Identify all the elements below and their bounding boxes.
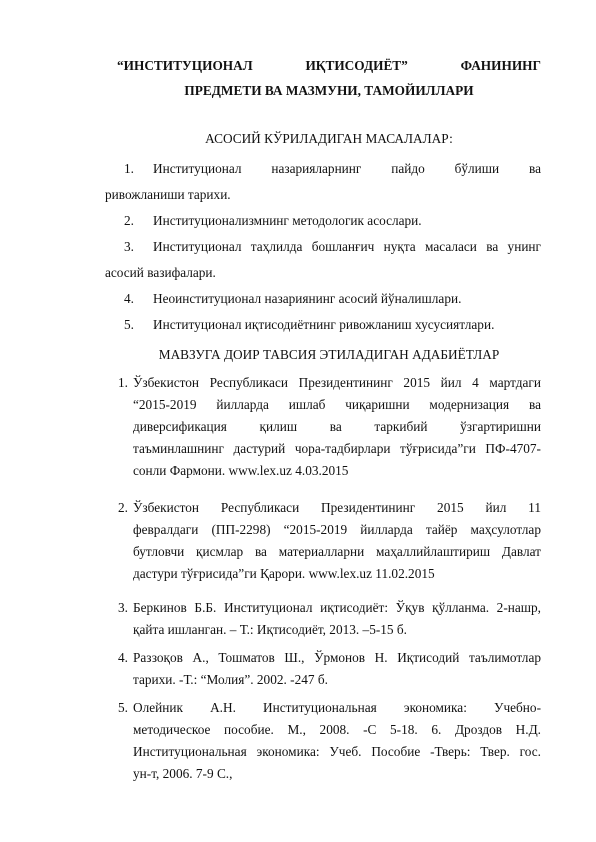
reference-item bbox=[118, 697, 541, 785]
reference-line: методическое пособие. М., 2008. -С 5-18. 6. Дроздов Н.Д. bbox=[133, 722, 541, 737]
document-title-line2: ПРЕДМЕТИ ВА МАЗМУНИ, ТАМОЙИЛЛАРИ bbox=[184, 83, 474, 98]
reference-text bbox=[133, 597, 541, 641]
reference-text bbox=[133, 647, 541, 691]
tasks-heading: АСОСИЙ КЎРИЛАДИГАН МАСАЛАЛАР: bbox=[205, 131, 453, 146]
reference-line: “2015-2019 йилларда ишлаб чиқаришни модернизация ва bbox=[133, 397, 541, 412]
reference-line: Раззоқов А., Тошматов Ш., Ўрмонов Н. Иқтисодий таълимотлар bbox=[133, 650, 541, 665]
reference-number: 2. bbox=[118, 500, 128, 515]
title-word: ФАНИНИНГ bbox=[460, 58, 541, 73]
reference-text bbox=[133, 497, 541, 585]
reference-line: дастури тўғрисида”ги Қарори. www.lex.uz 11.02.2015 bbox=[133, 566, 435, 581]
task-item bbox=[105, 234, 541, 260]
task-number: 3. bbox=[124, 239, 134, 254]
reference-line: сонли Фармони. www.lex.uz 4.03.2015 bbox=[133, 463, 349, 478]
reference-line: бутловчи қисмлар ва материалларни маҳаллийлаштириш Давлат bbox=[133, 544, 541, 559]
reference-text bbox=[133, 372, 541, 482]
task-text-continuation: ривожланиши тарихи. bbox=[105, 187, 231, 202]
reference-number: 5. bbox=[118, 700, 128, 715]
reference-number: 3. bbox=[118, 600, 128, 615]
reference-line: ун-т, 2006. 7-9 С., bbox=[133, 766, 233, 781]
reference-line: таъминлашнинг дастурий чора-тадбирлари тўғрисида”ги ПФ-4707- bbox=[133, 441, 541, 456]
reference-line: тарихи. -Т.: “Молия”. 2002. -247 б. bbox=[133, 672, 328, 687]
reference-line: Ўзбекистон Республикаси Президентининг 2015 йил 4 мартдаги bbox=[133, 375, 541, 390]
reference-number: 1. bbox=[118, 375, 128, 390]
task-number: 1. bbox=[124, 161, 134, 176]
task-item-continuation bbox=[105, 260, 541, 286]
reference-number: 4. bbox=[118, 650, 128, 665]
task-text: Неоинституционал назариянинг асосий йўналишлари. bbox=[153, 291, 462, 306]
title-word: “ИНСТИТУЦИОНАЛ bbox=[117, 58, 253, 73]
reference-line: диверсификация қилиш ва таркибий ўзгартиришни bbox=[133, 419, 541, 434]
title-word: ИҚТИСОДИЁТ” bbox=[305, 58, 408, 73]
task-item bbox=[105, 208, 541, 234]
task-item bbox=[105, 286, 541, 312]
document-title-line1 bbox=[117, 58, 541, 74]
reference-item bbox=[118, 372, 541, 482]
reference-item bbox=[118, 597, 541, 641]
reference-item bbox=[118, 647, 541, 691]
task-item bbox=[105, 156, 541, 182]
reference-line: Олейник А.Н. Институциональная экономика: Учебно- bbox=[133, 700, 541, 715]
reference-item bbox=[118, 497, 541, 585]
task-item bbox=[105, 312, 541, 338]
task-text: Институционал таҳлилда бошланғич нуқта масаласи ва унинг bbox=[153, 239, 541, 254]
reference-line: қайта ишланган. – Т.: Иқтисодиёт, 2013. –5-15 б. bbox=[133, 622, 407, 637]
task-text: Институционализмнинг методологик асослари. bbox=[153, 213, 422, 228]
reference-line: Институциональная экономика: Учеб. Пособие -Тверь: Твер. гос. bbox=[133, 744, 541, 759]
reference-line: февралдаги (ПП-2298) “2015-2019 йилларда тайёр маҳсулотлар bbox=[133, 522, 541, 537]
task-number: 4. bbox=[124, 291, 134, 306]
task-item-continuation bbox=[105, 182, 541, 208]
task-text: Институционал иқтисодиётнинг ривожланиш хусусиятлари. bbox=[153, 317, 495, 332]
reference-line: Ўзбекистон Республикаси Президентининг 2015 йил 11 bbox=[133, 500, 541, 515]
task-number: 5. bbox=[124, 317, 134, 332]
task-text: Институционал назарияларнинг пайдо бўлиши ва bbox=[153, 161, 541, 176]
references-heading: МАВЗУГА ДОИР ТАВСИЯ ЭТИЛАДИГАН АДАБИЁТЛАР bbox=[158, 347, 500, 362]
reference-line: Беркинов Б.Б. Институционал иқтисодиёт: Ўқув қўлланма. 2-нашр, bbox=[133, 600, 541, 615]
task-text-continuation: асосий вазифалари. bbox=[105, 265, 216, 280]
task-number: 2. bbox=[124, 213, 134, 228]
reference-text bbox=[133, 697, 541, 785]
